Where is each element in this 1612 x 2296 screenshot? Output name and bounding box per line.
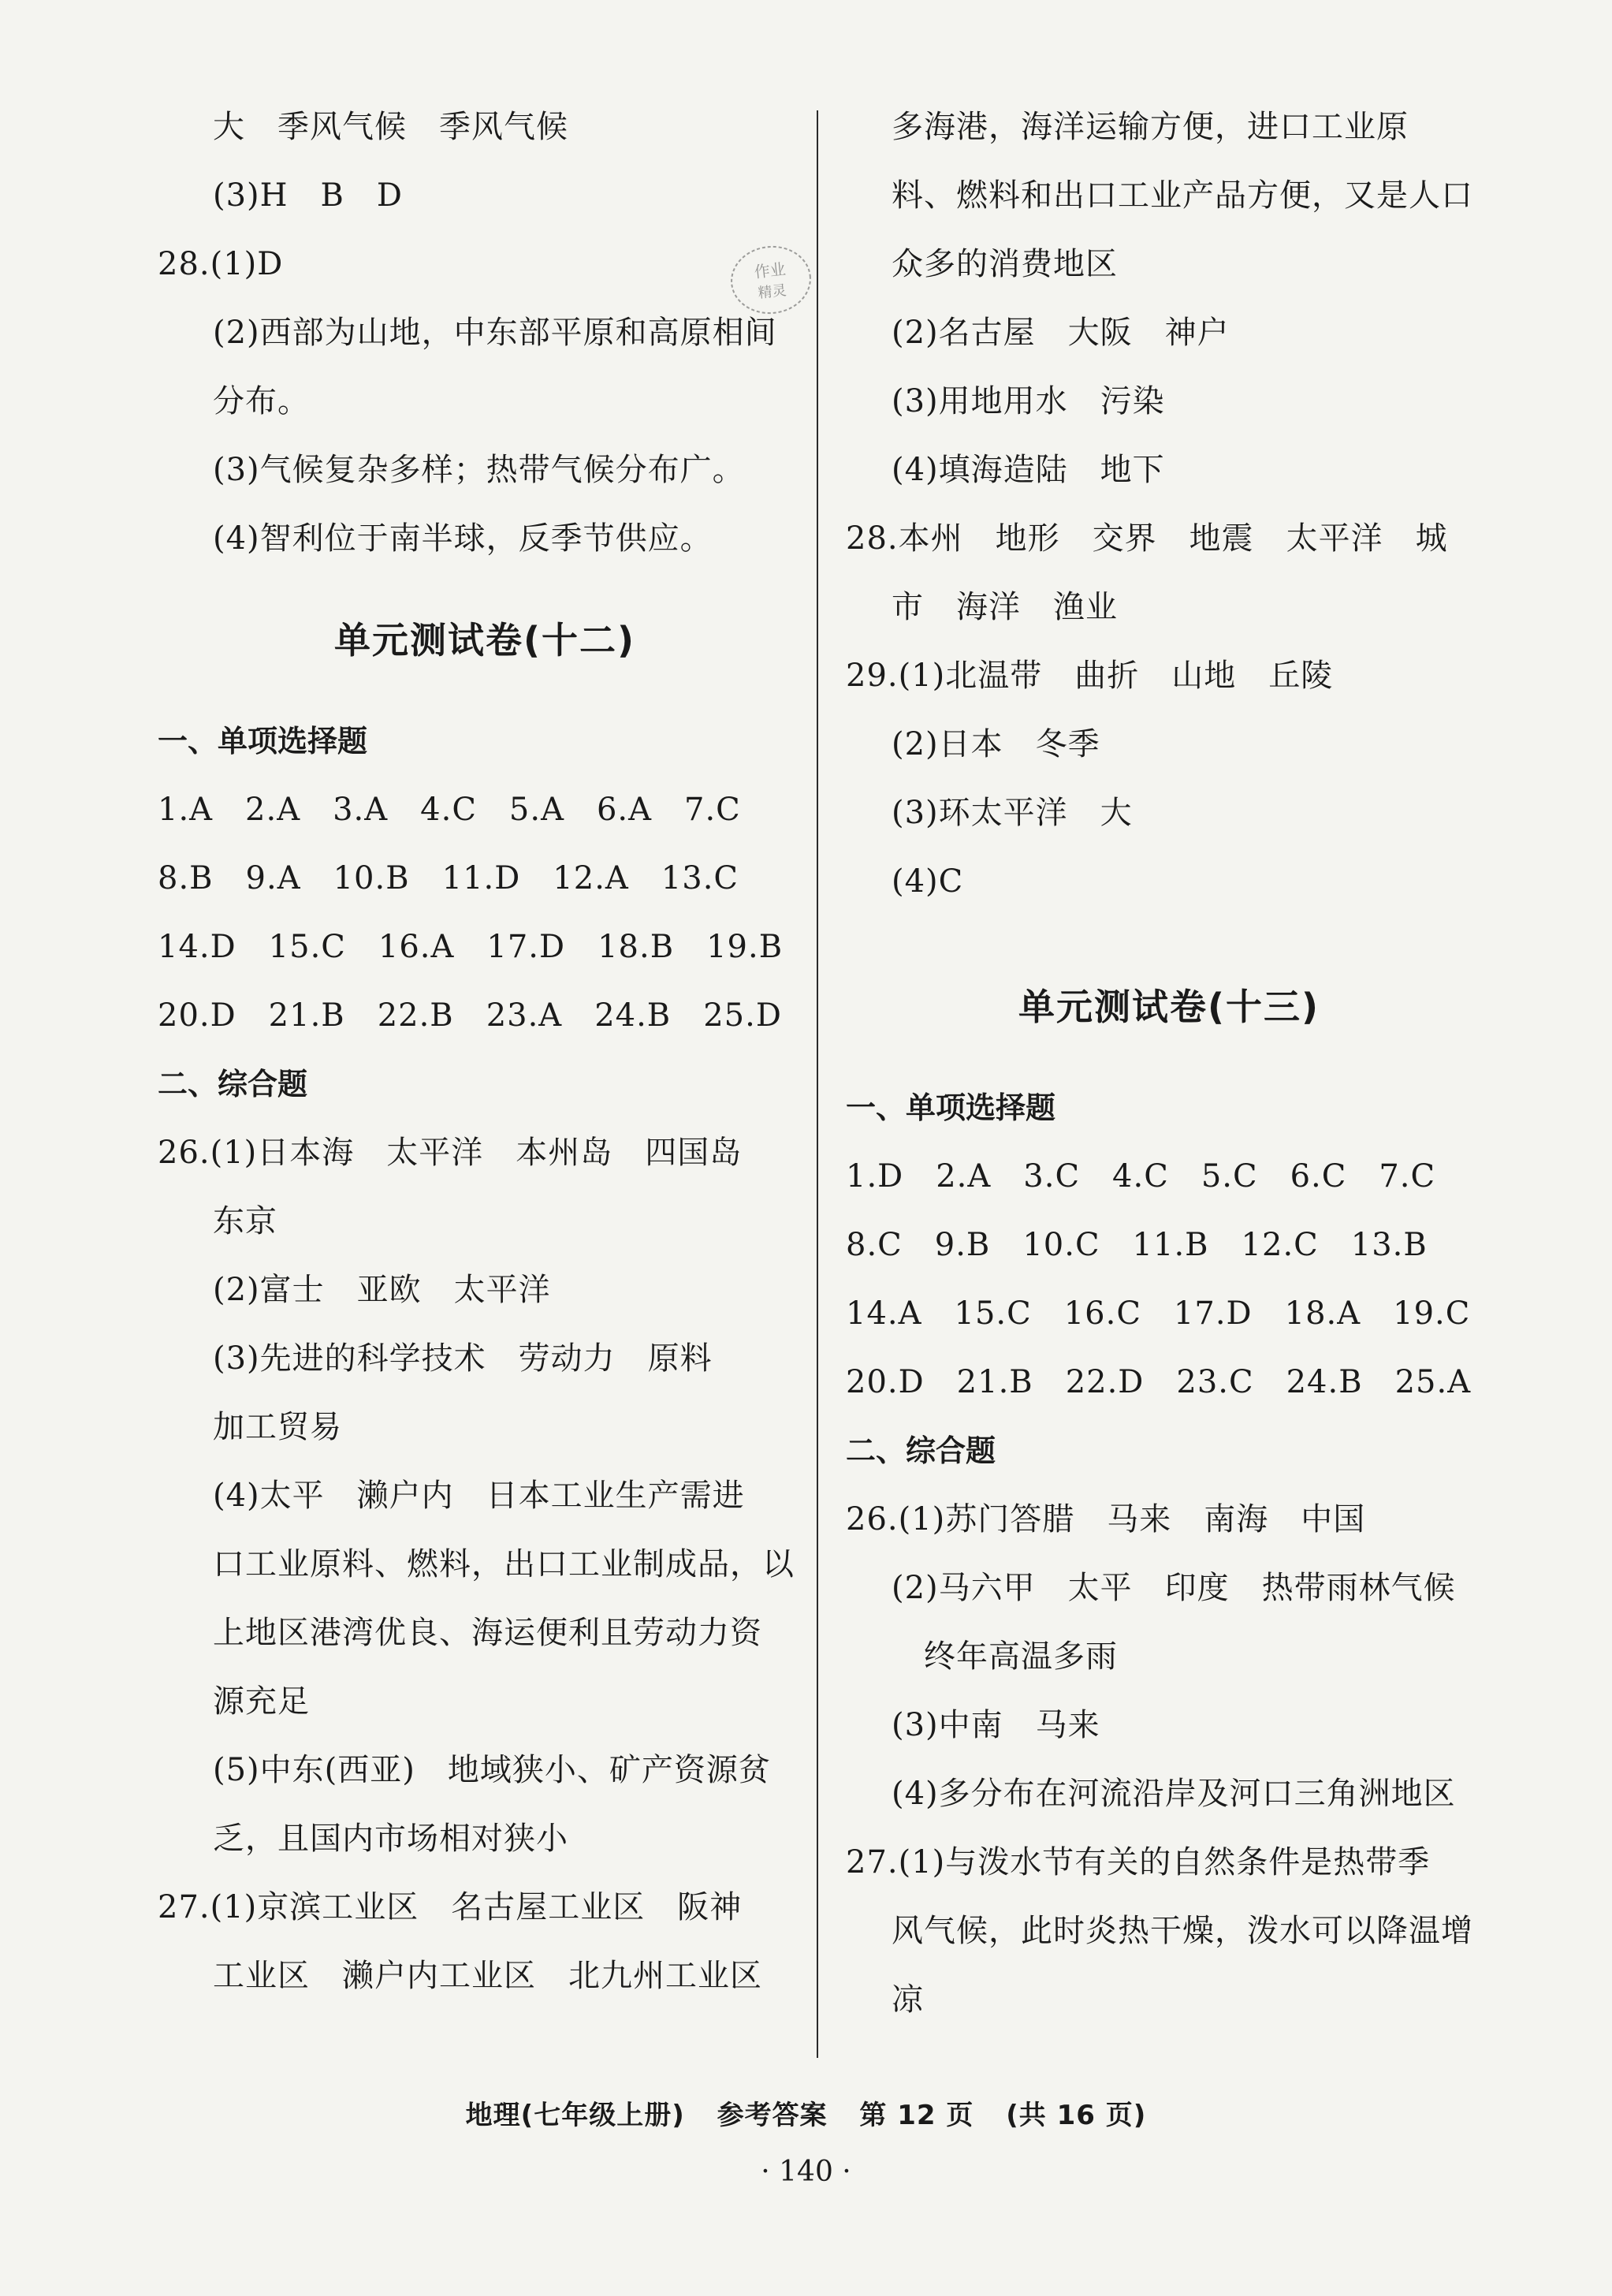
answer-line: 27.(1)与泼水节有关的自然条件是热带季 <box>846 1844 1431 1880</box>
subsection-heading: 一、单项选择题 <box>158 724 368 758</box>
answer-line: 1.D 2.A 3.C 4.C 5.C 6.C 7.C <box>846 1158 1436 1195</box>
footer-page: 第 12 页 <box>859 2100 974 2131</box>
answer-line: (3)气候复杂多样；热带气候分布广。 <box>213 452 745 488</box>
answer-line: 众多的消费地区 <box>892 246 1118 282</box>
answer-line: 28.本州 地形 交界 地震 太平洋 城 <box>846 520 1448 557</box>
answer-line: 1.A 2.A 3.A 4.C 5.A 6.A 7.C <box>158 792 741 828</box>
answer-line: (4)C <box>892 863 964 900</box>
answer-line: 上地区港湾优良、海运便利且劳动力资 <box>213 1615 762 1651</box>
stamp-line2: 精灵 <box>757 282 787 302</box>
answer-line: (4)智利位于南半球，反季节供应。 <box>213 520 713 557</box>
answer-line: 14.D 15.C 16.A 17.D 18.B 19.B <box>158 929 784 965</box>
footer-subject: 地理(七年级上册) <box>465 2100 685 2131</box>
answer-line: (2)日本 冬季 <box>892 726 1100 762</box>
answer-line: 20.D 21.B 22.B 23.A 24.B 25.D <box>158 997 782 1034</box>
answer-line: 工业区 濑户内工业区 北九州工业区 <box>213 1958 762 1994</box>
answer-line: (5)中东(西亚) 地域狭小、矿产资源贫 <box>213 1752 771 1788</box>
answer-line: 东京 <box>213 1203 277 1239</box>
answer-line: 26.(1)日本海 太平洋 本州岛 四国岛 <box>158 1135 743 1171</box>
answer-line: 风气候，此时炎热干燥，泼水可以降温增 <box>892 1913 1473 1949</box>
left-column <box>158 93 812 2011</box>
answer-line: (4)填海造陆 地下 <box>892 452 1165 488</box>
column-divider <box>817 110 818 2058</box>
answer-line: (4)多分布在河流沿岸及河口三角洲地区 <box>892 1776 1456 1812</box>
answer-line: 26.(1)苏门答腊 马来 南海 中国 <box>846 1501 1366 1538</box>
answer-line: 市 海洋 渔业 <box>892 589 1118 625</box>
stamp-line1: 作业 <box>753 259 787 282</box>
answer-line: 凉 <box>892 1981 924 2018</box>
answer-line: 源充足 <box>213 1683 310 1720</box>
answer-line: 分布。 <box>213 383 310 419</box>
answer-line: 大 季风气候 季风气候 <box>213 109 568 145</box>
answer-line: 多海港，海洋运输方便，进口工业原 <box>892 109 1409 145</box>
answer-line: 27.(1)京滨工业区 名古屋工业区 阪神 <box>158 1889 743 1925</box>
answer-line: 14.A 15.C 16.C 17.D 18.A 19.C <box>846 1295 1471 1332</box>
answer-line: (3)先进的科学技术 劳动力 原料 <box>213 1340 713 1377</box>
section-title: 单元测试卷(十三) <box>1018 986 1320 1028</box>
footer-label: 参考答案 <box>717 2100 828 2131</box>
spacer <box>846 916 1492 940</box>
answer-line: 加工贸易 <box>213 1409 342 1445</box>
answer-line: (2)富士 亚欧 太平洋 <box>213 1272 551 1308</box>
answer-line: (3)环太平洋 大 <box>892 795 1133 831</box>
right-column <box>846 93 1492 2034</box>
watermark-stamp <box>720 232 823 328</box>
subsection-heading: 一、单项选择题 <box>846 1090 1056 1125</box>
answer-line: (4)太平 濑户内 日本工业生产需进 <box>213 1478 745 1514</box>
answer-line: (3)中南 马来 <box>892 1707 1100 1743</box>
answer-line: 28.(1)D <box>158 246 284 282</box>
answer-line: (2)西部为山地，中东部平原和高原相间 <box>213 315 777 351</box>
answer-line: (2)马六甲 太平 印度 热带雨林气候 <box>892 1570 1456 1606</box>
subsection-heading: 二、综合题 <box>846 1433 996 1468</box>
answer-line: 29.(1)北温带 曲折 山地 丘陵 <box>846 658 1334 694</box>
page-number: · 140 · <box>761 2156 851 2188</box>
answer-line: 20.D 21.B 22.D 23.C 24.B 25.A <box>846 1364 1472 1400</box>
answer-line: 料、燃料和出口工业产品方便，又是人口 <box>892 177 1473 214</box>
answer-line: (3)用地用水 污染 <box>892 383 1165 419</box>
answer-line: 乏，且国内市场相对狭小 <box>213 1821 568 1857</box>
answer-line: (3)H B D <box>213 177 404 214</box>
section-title: 单元测试卷(十二) <box>333 619 636 662</box>
answer-line: 8.B 9.A 10.B 11.D 12.A 13.C <box>158 860 739 896</box>
answer-line: 终年高温多雨 <box>892 1638 1118 1675</box>
footer-total: (共 16 页) <box>1006 2100 1147 2131</box>
page-footer <box>0 2093 1612 2132</box>
subsection-heading: 二、综合题 <box>158 1067 308 1101</box>
answer-line: 口工业原料、燃料，出口工业制成品，以 <box>213 1546 795 1582</box>
answer-line: 8.C 9.B 10.C 11.B 12.C 13.B <box>846 1227 1428 1263</box>
answer-line: (2)名古屋 大阪 神户 <box>892 315 1230 351</box>
